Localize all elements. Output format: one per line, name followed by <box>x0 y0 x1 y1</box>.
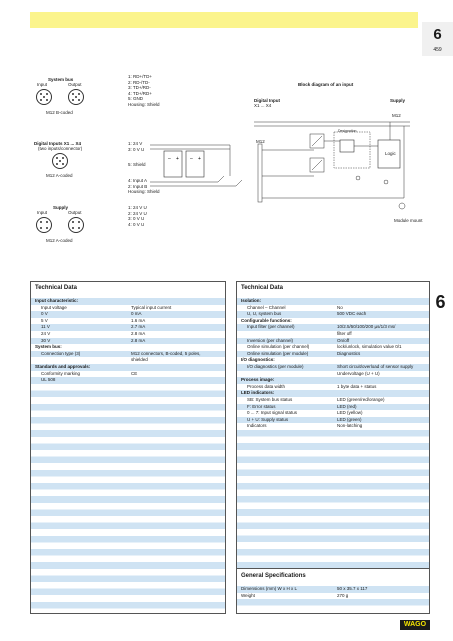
digital-inputs-connector-icon <box>52 153 68 169</box>
table-row: UL 508 <box>31 377 225 384</box>
table-row: Inversion (per channel) On/off <box>237 338 429 345</box>
digital-inputs-subtitle: (two inputs/connector) <box>38 146 83 151</box>
table-row: Indicators Non-latching <box>237 423 429 430</box>
general-specs-title: General Specifications <box>241 573 306 579</box>
digital-inputs-title: Digital Inputs X1 ... X4 <box>34 141 82 146</box>
table-row: Conformity marking CE <box>31 371 225 378</box>
general-specs-divider <box>237 568 429 569</box>
table-row: System bus: <box>31 344 225 351</box>
supply-input-connector-icon <box>36 217 52 233</box>
system-bus-input-connector-icon <box>36 89 52 105</box>
table-row: Online simulation (per module) Diagnostics <box>237 351 429 358</box>
block-diagram-m12-top: M12 <box>392 113 401 118</box>
empty-table-rows <box>237 430 429 568</box>
table-row: Input characteristic: <box>31 298 225 305</box>
digital-inputs-pins-b: 4: Input A 2: Input B Housing: Shield <box>128 178 160 195</box>
table-row: I/O diagnostics: <box>237 357 429 364</box>
table-row: 24 V 2.8 mA <box>31 331 225 338</box>
supply-output-label: Output <box>68 210 82 215</box>
table-row: U + U: Supply status LED (green) <box>237 417 429 424</box>
page-number: 459 <box>433 47 442 53</box>
technical-data-left-panel <box>30 281 226 614</box>
wago-logo: WAGO <box>400 620 430 630</box>
block-diagram-right-label: Supply <box>390 98 406 103</box>
supply-output-connector-icon <box>68 217 84 233</box>
table-row: Isolation: <box>237 298 429 305</box>
system-bus-title: System bus <box>48 77 74 82</box>
system-bus-input-label: Input <box>37 82 48 87</box>
empty-table-rows <box>31 384 225 612</box>
system-bus-output-connector-icon <box>68 89 84 105</box>
block-diagram-circuit <box>254 118 414 213</box>
supply-input-label: Input <box>37 210 48 215</box>
digital-inputs-wiring-diagram <box>150 142 245 192</box>
block-diagram-designation: Designation <box>338 129 357 133</box>
svg-text:+: + <box>176 156 179 162</box>
table-row: 0 V 0 mA <box>31 311 225 318</box>
block-diagram-left-sub: X1 ... X4 <box>254 103 272 108</box>
table-row: Undervoltage (U + U) <box>237 371 429 378</box>
supply-pinout: 1: 24 V U 2: 24 V U 3: 0 V U 4: 0 V U <box>128 205 147 227</box>
block-diagram-m12-left: M12 <box>256 139 265 144</box>
empty-table-rows <box>237 599 429 612</box>
table-row: Connection type (3) M12 connectors, B-coded, 5 poles, <box>31 351 225 358</box>
table-row: filter off <box>237 331 429 338</box>
table-row: I/O diagnostics (per module) Short circuit/overload of sensor supply <box>237 364 429 371</box>
table-row: Channel – Channel No <box>237 305 429 312</box>
table-row: Configurable functions: <box>237 318 429 325</box>
table-row: shielded <box>31 357 225 364</box>
table-row: Input filter (per channel) 10/2.5/50/100/200 µs/1/3 ms/ <box>237 324 429 331</box>
table-row: F: Error status LED (red) <box>237 404 429 411</box>
system-bus-pinout: 1: RD+/TD+ 2: RD-/TD- 3: TD+/RD- 4: TD+/RD+ 5: GND Housing: Shield <box>128 74 160 107</box>
table-row: Weight 270 g <box>237 593 429 600</box>
table-row: 0 ... 7: Input signal status LED (yellow) <box>237 410 429 417</box>
header-bar <box>30 12 418 28</box>
supply-coding: M12 A-coded <box>46 238 73 243</box>
technical-data-right-title: Technical Data <box>241 285 283 291</box>
svg-text:+: + <box>198 156 201 162</box>
block-diagram-title: Block diagram of an input <box>298 82 354 87</box>
technical-data-right-panel <box>236 281 430 614</box>
digital-inputs-pins-a: 1: 24 V 3: 0 V U <box>128 141 145 152</box>
system-bus-output-label: Output <box>68 82 82 87</box>
table-row: LED indicators: <box>237 390 429 397</box>
system-bus-coding: M12 B-coded <box>46 110 73 115</box>
side-chapter-number: 6 <box>435 292 446 312</box>
table-row: Process image: <box>237 377 429 384</box>
table-row: Online simulation (per channel) lock/unlock, simulation value 0/1 <box>237 344 429 351</box>
supply-title: Supply <box>53 205 69 210</box>
table-row: 11 V 2.7 mA <box>31 324 225 331</box>
block-diagram-module-mount: Module mount <box>394 218 423 223</box>
table-row: Process data width 1 byte data + status <box>237 384 429 391</box>
table-row: 5 V 1.6 mA <box>31 318 225 325</box>
table-row: Dimensions (mm) W x H x L 50 x 35.7 x 117 <box>237 586 429 593</box>
svg-text:–: – <box>190 156 193 162</box>
table-row: U, U, system bus 500 VDC each <box>237 311 429 318</box>
digital-inputs-coding: M12 A-coded <box>46 173 73 178</box>
table-row: Input voltage Typical input current <box>31 305 225 312</box>
table-row: 30 V 2.8 mA <box>31 338 225 345</box>
svg-text:–: – <box>168 156 171 162</box>
table-row: Standards and approvals: <box>31 364 225 371</box>
chapter-number: 6 <box>433 26 442 43</box>
block-diagram-left-label: Digital Input <box>254 98 280 103</box>
technical-data-left-title: Technical Data <box>35 285 77 291</box>
digital-inputs-pin-shield: 5: Shield <box>128 162 146 167</box>
table-row: SB: System bus status LED (green/red/orange) <box>237 397 429 404</box>
block-diagram-logic: Logic <box>385 151 396 156</box>
